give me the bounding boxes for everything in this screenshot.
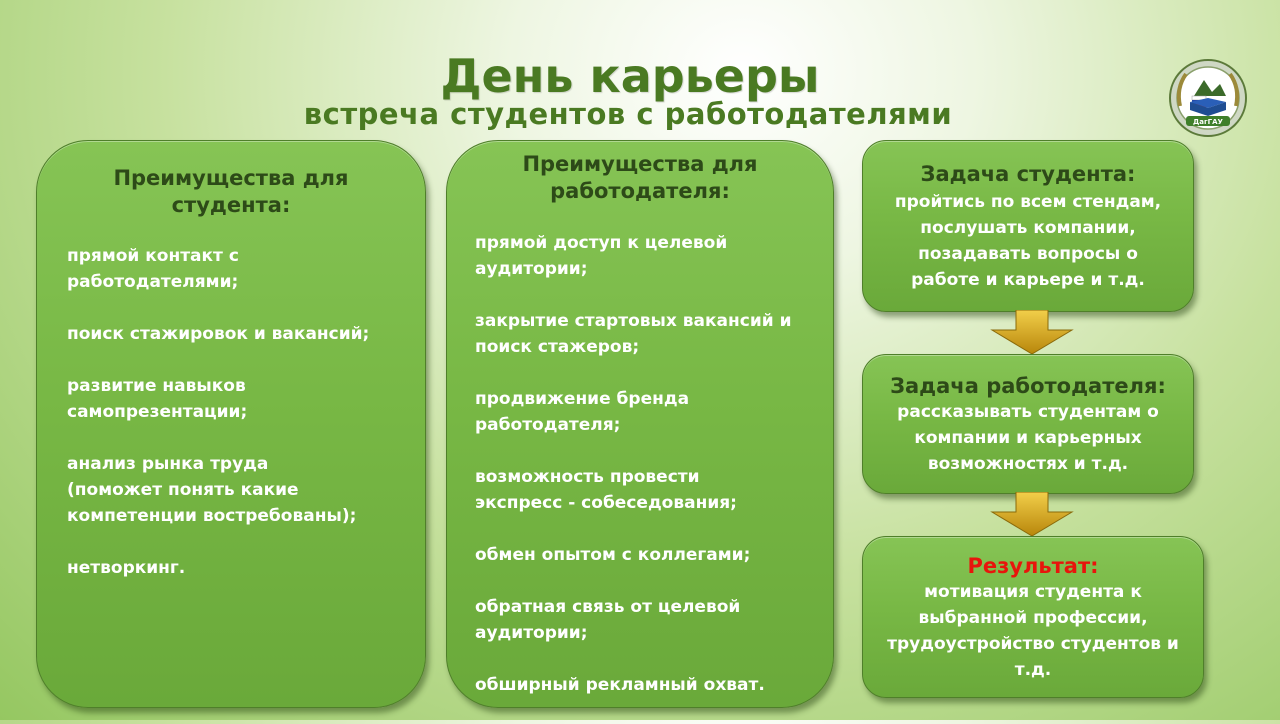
student-task-heading: Задача студента:	[920, 162, 1136, 186]
employer-task-heading: Задача работодателя:	[890, 374, 1166, 398]
employer-task-text: рассказывать студентам о компании и карьерных возможностях и т.д.	[897, 402, 1159, 474]
student-benefits-panel	[36, 140, 426, 708]
arrow-down-icon	[990, 310, 1074, 354]
result-text: мотивация студента к выбранной профессии, трудоустройство студентов и т.д.	[887, 582, 1179, 680]
employer-benefits-heading: Преимущества для работодателя:	[522, 152, 758, 203]
result-box	[862, 536, 1204, 698]
student-benefits-list	[67, 243, 417, 607]
arrow-down-icon	[990, 492, 1074, 536]
list-item: закрытие стартовых вакансий и поиск стажеров;	[475, 311, 792, 357]
list-item: прямой контакт с работодателями;	[67, 246, 239, 292]
list-item: возможность провести экспресс - собеседования;	[475, 467, 737, 513]
list-item: поиск стажировок и вакансий;	[67, 324, 370, 344]
list-item: прямой доступ к целевой аудитории;	[475, 233, 728, 279]
page-title: День карьеры	[440, 49, 820, 103]
list-item: анализ рынка труда (поможет понять какие компетенции востребованы);	[67, 454, 357, 526]
page-subtitle: встреча студентов с работодателями	[303, 97, 953, 131]
employer-benefits-list	[475, 230, 825, 724]
employer-task-box	[862, 354, 1194, 494]
logo-text: ДагГАУ	[1193, 118, 1223, 126]
list-item: обмен опытом с коллегами;	[475, 545, 751, 565]
student-task-box	[862, 140, 1194, 312]
employer-benefits-panel	[446, 140, 834, 708]
list-item: обширный рекламный охват.	[475, 675, 765, 695]
result-heading: Результат:	[967, 554, 1099, 578]
list-item: обратная связь от целевой аудитории;	[475, 597, 741, 643]
student-benefits-heading: Преимущества для студента:	[113, 166, 349, 217]
university-emblem-icon	[1168, 58, 1248, 138]
student-task-text: пройтись по всем стендам, послушать компании, позадавать вопросы о работе и карьере и т.д.	[894, 192, 1162, 290]
list-item: развитие навыков самопрезентации;	[67, 376, 248, 422]
list-item: нетворкинг.	[67, 558, 186, 578]
list-item: продвижение бренда работодателя;	[475, 389, 690, 435]
